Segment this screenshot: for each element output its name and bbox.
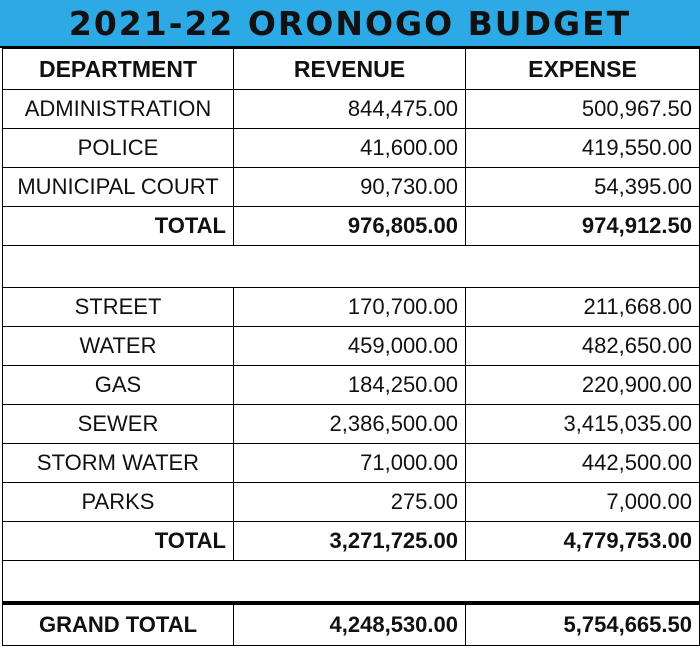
expense-cell: 3,415,035.00 [466, 405, 700, 444]
expense-cell: 500,967.50 [466, 90, 700, 129]
table-row [3, 327, 700, 366]
expense-cell: 442,500.00 [466, 444, 700, 483]
table-row [3, 288, 700, 327]
table-row [3, 483, 700, 522]
total-expense: 4,779,753.00 [466, 522, 700, 561]
table-row [3, 405, 700, 444]
total-label: TOTAL [3, 522, 234, 561]
title-banner [0, 0, 700, 48]
revenue-cell: 90,730.00 [234, 168, 466, 207]
grand-total-revenue: 4,248,530.00 [234, 603, 466, 646]
total-revenue: 3,271,725.00 [234, 522, 466, 561]
spacer-cell [3, 246, 700, 288]
expense-cell: 7,000.00 [466, 483, 700, 522]
budget-table [2, 48, 700, 646]
revenue-cell: 844,475.00 [234, 90, 466, 129]
expense-cell: 419,550.00 [466, 129, 700, 168]
department-cell: STREET [3, 288, 234, 327]
department-cell: WATER [3, 327, 234, 366]
revenue-cell: 41,600.00 [234, 129, 466, 168]
table-row [3, 168, 700, 207]
table-row [3, 129, 700, 168]
total-expense: 974,912.50 [466, 207, 700, 246]
revenue-cell: 459,000.00 [234, 327, 466, 366]
revenue-cell: 71,000.00 [234, 444, 466, 483]
table-row [3, 366, 700, 405]
header-expense: EXPENSE [466, 49, 700, 90]
spacer-cell [3, 561, 700, 603]
department-cell: SEWER [3, 405, 234, 444]
header-row [3, 49, 700, 90]
grand-total-expense: 5,754,665.50 [466, 603, 700, 646]
revenue-cell: 275.00 [234, 483, 466, 522]
expense-cell: 482,650.00 [466, 327, 700, 366]
spacer-row [3, 561, 700, 603]
department-cell: PARKS [3, 483, 234, 522]
header-department: DEPARTMENT [3, 49, 234, 90]
spacer-row [3, 246, 700, 288]
total-revenue: 976,805.00 [234, 207, 466, 246]
table-row [3, 444, 700, 483]
header-revenue: REVENUE [234, 49, 466, 90]
page-title: 2021-22 ORONOGO BUDGET [68, 3, 632, 43]
section-total-row [3, 522, 700, 561]
revenue-cell: 170,700.00 [234, 288, 466, 327]
table-row [3, 90, 700, 129]
grand-total-label: GRAND TOTAL [3, 603, 234, 646]
department-cell: MUNICIPAL COURT [3, 168, 234, 207]
department-cell: GAS [3, 366, 234, 405]
department-cell: ADMINISTRATION [3, 90, 234, 129]
revenue-cell: 184,250.00 [234, 366, 466, 405]
revenue-cell: 2,386,500.00 [234, 405, 466, 444]
expense-cell: 54,395.00 [466, 168, 700, 207]
section-total-row [3, 207, 700, 246]
department-cell: POLICE [3, 129, 234, 168]
expense-cell: 220,900.00 [466, 366, 700, 405]
grand-total-row [3, 603, 700, 646]
total-label: TOTAL [3, 207, 234, 246]
expense-cell: 211,668.00 [466, 288, 700, 327]
department-cell: STORM WATER [3, 444, 234, 483]
